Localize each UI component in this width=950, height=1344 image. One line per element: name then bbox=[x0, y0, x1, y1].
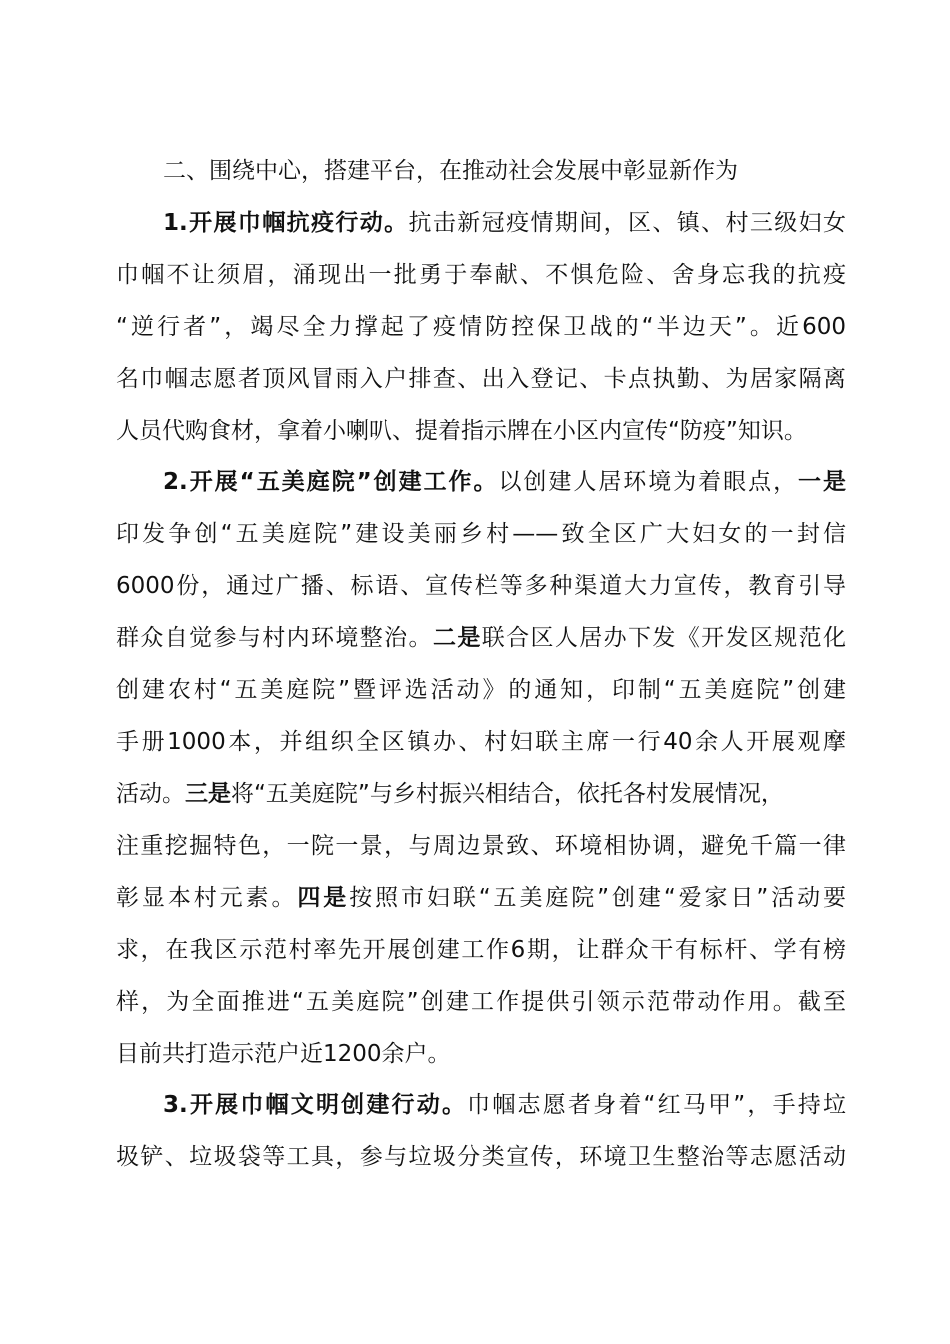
paragraph-2-line-4 bbox=[116, 618, 846, 658]
paragraph-2-text: 群众自觉参与村内环境整治。 bbox=[116, 625, 433, 651]
paragraph-2-line-11: 样，为全面推进“五美庭院”创建工作提供引领示范带动作用。截至 bbox=[116, 989, 846, 1015]
paragraph-2-text: 以创建人居环境为着眼点， bbox=[498, 469, 799, 495]
paragraph-2-text: 将“五美庭院”与乡村振兴相结合，依托各村发展情况， bbox=[231, 781, 784, 807]
paragraph-2-line-1 bbox=[163, 462, 846, 502]
paragraph-1-text: 抗击新冠疫情期间，区、镇、村三级妇女 bbox=[408, 210, 846, 236]
paragraph-2-line-3: 6000份，通过广播、标语、宣传栏等多种渠道大力宣传，教育引导 bbox=[116, 573, 846, 599]
paragraph-2-lead: 2.开展“五美庭院”创建工作。 bbox=[163, 469, 499, 495]
paragraph-2-line-2: 印发争创“五美庭院”建设美丽乡村——致全区广大妇女的一封信 bbox=[116, 521, 846, 547]
paragraph-2-text: 活动。 bbox=[116, 781, 185, 807]
paragraph-3-line-2: 圾铲、垃圾袋等工具，参与垃圾分类宣传，环境卫生整治等志愿活动 bbox=[116, 1144, 846, 1170]
paragraph-1-lead: 1.开展巾帼抗疫行动。 bbox=[163, 210, 409, 236]
keyword-second: 二是 bbox=[432, 625, 482, 651]
paragraph-3-text: 巾帼志愿者身着“红马甲”，手持垃 bbox=[467, 1092, 846, 1118]
paragraph-3-line-1 bbox=[163, 1085, 846, 1125]
paragraph-2-line-12: 目前共打造示范户近1200余户。 bbox=[116, 1041, 451, 1067]
section-heading-text: 二、围绕中心，搭建平台，在推动社会发展中彰显新作为 bbox=[163, 158, 738, 184]
paragraph-2-line-7 bbox=[116, 774, 846, 814]
section-heading bbox=[163, 151, 846, 191]
paragraph-2-line-6: 手册1000本，并组织全区镇办、村妇联主席一行40余人开展观摩 bbox=[116, 729, 846, 755]
paragraph-2-line-10: 求，在我区示范村率先开展创建工作6期，让群众干有标杆、学有榜 bbox=[116, 937, 846, 963]
paragraph-1-line-4: 名巾帼志愿者顶风冒雨入户排查、出入登记、卡点执勤、为居家隔离 bbox=[116, 366, 846, 392]
paragraph-1-line-3: “逆行者”，竭尽全力撑起了疫情防控保卫战的“半边天”。近600 bbox=[116, 314, 846, 340]
keyword-fourth: 四是 bbox=[297, 885, 350, 911]
paragraph-2-line-5: 创建农村“五美庭院”暨评选活动》的通知，印制“五美庭院”创建 bbox=[116, 677, 846, 703]
keyword-first: 一是 bbox=[798, 469, 846, 495]
keyword-third: 三是 bbox=[185, 781, 231, 807]
paragraph-1-line-5: 人员代购食材，拿着小喇叭、提着指示牌在小区内宣传“防疫”知识。 bbox=[116, 418, 807, 444]
paragraph-2-text: 彰显本村元素。 bbox=[116, 885, 298, 911]
paragraph-2-text: 联合区人居办下发《开发区规范化 bbox=[481, 625, 846, 651]
paragraph-2-line-9 bbox=[116, 878, 846, 918]
paragraph-2-line-8: 注重挖掘特色，一院一景，与周边景致、环境相协调，避免千篇一律 bbox=[116, 833, 846, 859]
paragraph-3-lead: 3.开展巾帼文明创建行动。 bbox=[163, 1092, 468, 1118]
paragraph-2-text: 按照市妇联“五美庭院”创建“爱家日”活动要 bbox=[349, 885, 846, 911]
paragraph-1-line-1 bbox=[163, 203, 846, 243]
paragraph-1-line-2: 巾帼不让须眉，涌现出一批勇于奉献、不惧危险、舍身忘我的抗疫 bbox=[116, 262, 846, 288]
